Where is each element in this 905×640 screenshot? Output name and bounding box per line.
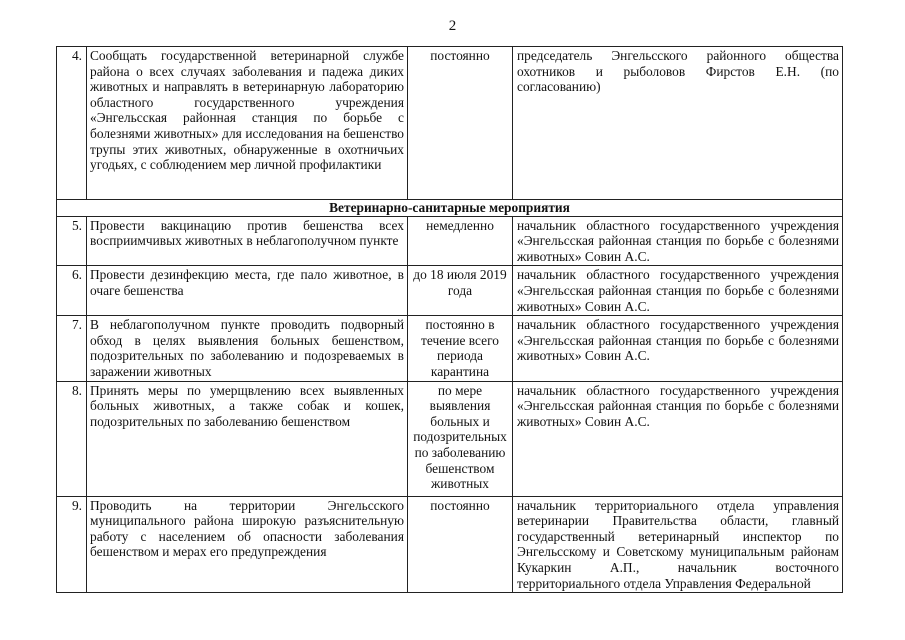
measure-text: Принять меры по умерщвлению всех выявленных больных животных, а также собак и кошек, подозрительных по заболеванию бешенством: [87, 381, 408, 496]
measure-term: постоянно: [408, 47, 513, 200]
row-number: 8.: [57, 381, 87, 496]
page-number: 2: [448, 18, 457, 34]
section-header-row: [57, 200, 843, 217]
table-row: [57, 266, 843, 316]
measures-table: [56, 46, 843, 593]
measure-text: Провести дезинфекцию места, где пало животное, в очаге бешенства: [87, 266, 408, 316]
measure-term: постоянно: [408, 496, 513, 593]
row-number: 4.: [57, 47, 87, 200]
responsible-person: начальник областного государственного учреждения «Энгельсская районная станция по борьбе с болезнями животных» Совин А.С.: [513, 316, 843, 381]
table-row: [57, 316, 843, 381]
table-row: [57, 216, 843, 266]
responsible-person: председатель Энгельсского районного общества охотников и рыболовов Фирстов Е.Н. (по согласованию): [513, 47, 843, 200]
measure-term: по мере выявления больных и подозрительных по заболеванию бешенством животных: [408, 381, 513, 496]
row-number: 6.: [57, 266, 87, 316]
row-number: 5.: [57, 216, 87, 266]
measure-text: В неблагополучном пункте проводить подворный обход в целях выявления больных бешенством, подозрительных по заболеванию и подозреваемых в заражении животных: [87, 316, 408, 381]
row-number: 7.: [57, 316, 87, 381]
responsible-person: начальник территориального отдела управления ветеринарии Правительства области, главный государственный ветеринарный инспектор по Энгельсскому и Советскому муниципальным районам Кукаркин А.П., начальник восточного территориального отдела Управления Федеральной: [513, 496, 843, 593]
measure-text: Сообщать государственной ветеринарной службе района о всех случаях заболевания и падежа диких животных и направлять в ветеринарную лабораторию областного государственного учреждения «Энгельсская районная станция по борьбе с болезнями животных» для исследования на бешенство трупы этих животных, обнаруженные в охотничьих угодьях, с соблюдением мер личной профилактики: [87, 47, 408, 200]
table-row: [57, 496, 843, 593]
measure-term: немедленно: [408, 216, 513, 266]
measure-text: Проводить на территории Энгельсского муниципального района широкую разъяснительную работу с населением об опасности заболевания бешенством и мерах его предупреждения: [87, 496, 408, 593]
measure-text: Провести вакцинацию против бешенства всех восприимчивых животных в неблагополучном пункте: [87, 216, 408, 266]
responsible-person: начальник областного государственного учреждения «Энгельсская районная станция по борьбе с болезнями животных» Совин А.С.: [513, 381, 843, 496]
responsible-person: начальник областного государственного учреждения «Энгельсская районная станция по борьбе с болезнями животных» Совин А.С.: [513, 266, 843, 316]
table-row: [57, 381, 843, 496]
responsible-person: начальник областного государственного учреждения «Энгельсская районная станция по борьбе с болезнями животных» Совин А.С.: [513, 216, 843, 266]
table-row: [57, 47, 843, 200]
measure-term: до 18 июля 2019 года: [408, 266, 513, 316]
measure-term: постоянно в течение всего периода карантина: [408, 316, 513, 381]
row-number: 9.: [57, 496, 87, 593]
section-title: Ветеринарно-санитарные мероприятия: [57, 200, 843, 217]
